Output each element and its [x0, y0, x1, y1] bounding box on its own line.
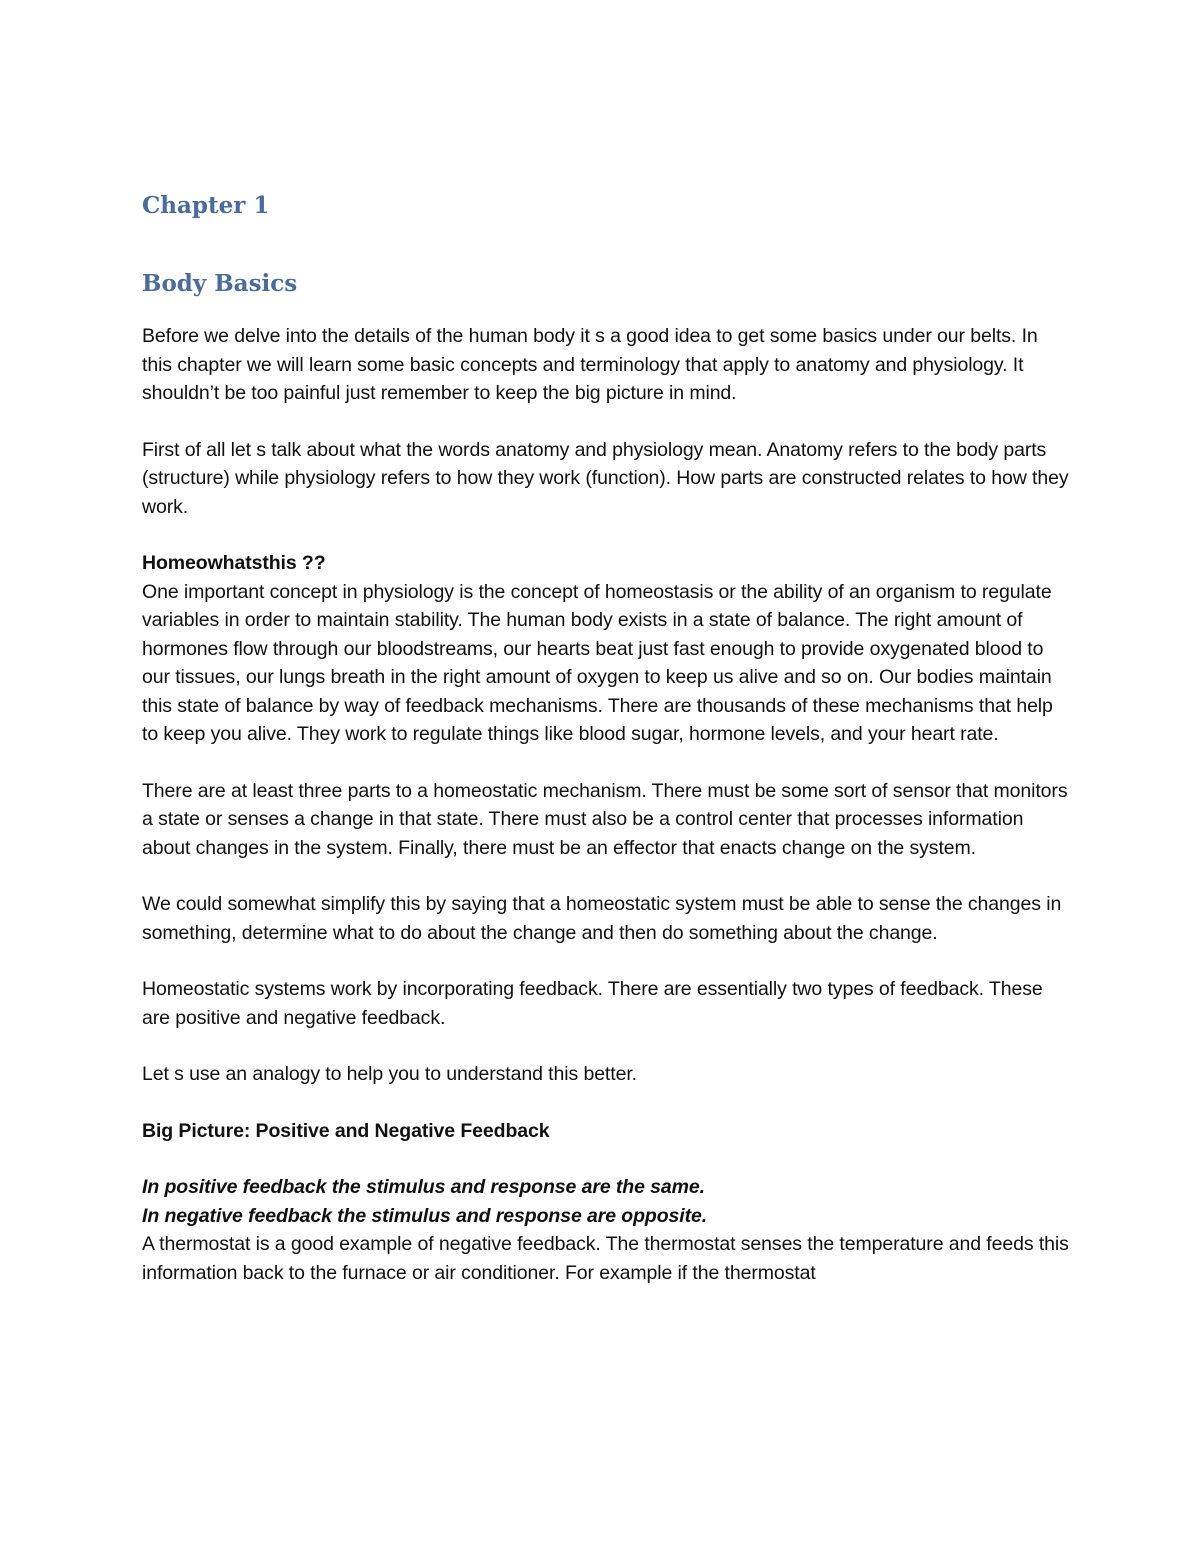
homeostasis-subheading: Homeowhatsthis ?? [142, 552, 326, 574]
paragraph-mechanism-parts: There are at least three parts to a homeostatic mechanism. There must be some sort of sensor that monitors a state or senses a change in that state. There must also be a control center that processes information about changes in the system. Finally, there must be an effector that enacts change on the system. [142, 779, 1068, 859]
positive-feedback-emphasis: In positive feedback the stimulus and response are the same. [142, 1176, 705, 1198]
paragraph-intro: Before we delve into the details of the human body it s a good idea to get some basics under our belts. In this chapter we will learn some basic concepts and terminology that apply to anatomy and physiology. It shouldn’t be too painful just remember to keep the big picture in mind. [142, 325, 1038, 404]
paragraph-thermostat: A thermostat is a good example of negative feedback. The thermostat senses the temperature and feeds this information back to the furnace or air conditioner. For example if the thermostat [142, 1233, 1069, 1284]
paragraph-homeostasis: One important concept in physiology is the concept of homeostasis or the ability of an organism to regulate variables in order to maintain stability. The human body exists in a state of balance. The right amount of hormones flow through our bloodstreams, our hearts beat just fast enough to provide oxygenated blood to our tissues, our lungs breath in the right amount of oxygen to keep us alive and so on. Our bodies maintain this state of balance by way of feedback mechanisms. There are thousands of these mechanisms that help to keep you alive. They work to regulate things like blood sugar, hormone levels, and your heart rate. [142, 580, 1053, 745]
section-title: Body Basics [142, 270, 298, 297]
paragraph-simplify: We could somewhat simplify this by saying that a homeostatic system must be able to sense the changes in something, determine what to do about the change and then do something about the change. [142, 893, 1062, 944]
negative-feedback-emphasis: In negative feedback the stimulus and response are opposite. [142, 1204, 708, 1227]
big-picture-subheading: Big Picture: Positive and Negative Feedback [142, 1119, 550, 1142]
paragraph-analogy: Let s use an analogy to help you to understand this better. [142, 1063, 637, 1085]
chapter-label: Chapter 1 [142, 192, 270, 219]
paragraph-feedback-types: Homeostatic systems work by incorporating feedback. There are essentially two types of feedback. These are positive and negative feedback. [142, 978, 1043, 1029]
document-content [142, 190, 1072, 1287]
paragraph-anatomy-physiology: First of all let s talk about what the words anatomy and physiology mean. Anatomy refers to the body parts (structure) while physiology refers to how they work (function). How parts are constructed relates to how they work. [142, 438, 1069, 518]
